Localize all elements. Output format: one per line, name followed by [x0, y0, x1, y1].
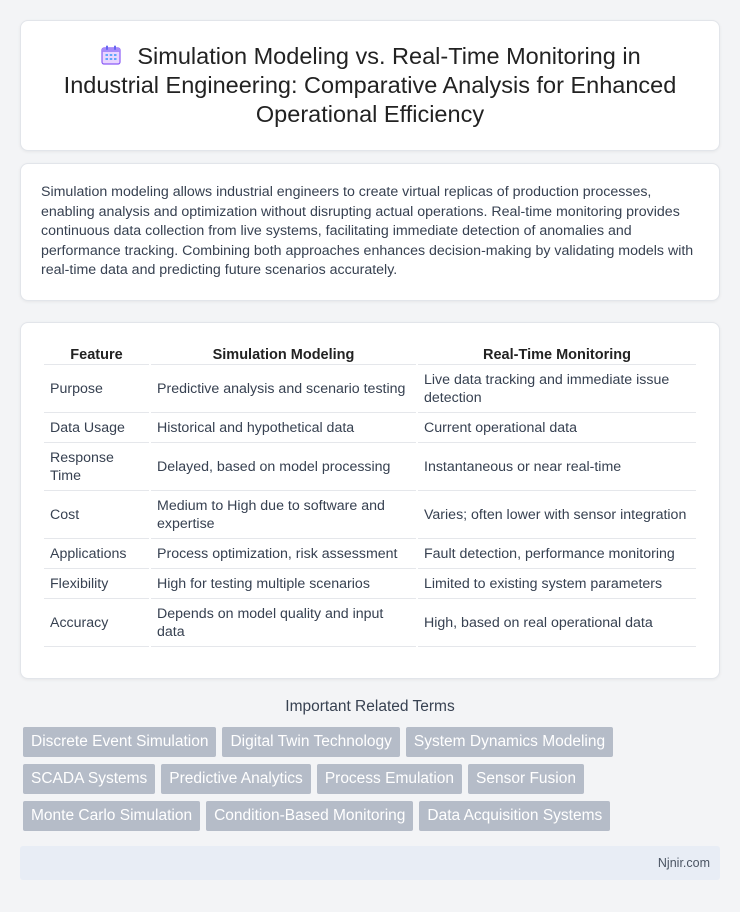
tag-process-emulation[interactable]: Process Emulation — [317, 764, 462, 794]
tag-monte-carlo-simulation[interactable]: Monte Carlo Simulation — [23, 801, 200, 831]
table-row — [44, 445, 696, 491]
row-simulation: Depends on model quality and input data — [151, 601, 416, 647]
table-row — [44, 367, 696, 413]
page-title — [51, 42, 689, 129]
row-monitoring: High, based on real operational data — [418, 601, 696, 647]
related-terms-heading: Important Related Terms — [285, 698, 455, 715]
calendar-icon — [99, 43, 123, 67]
tag-digital-twin-technology[interactable]: Digital Twin Technology — [222, 727, 399, 757]
row-feature: Applications — [44, 541, 149, 569]
tag-predictive-analytics[interactable]: Predictive Analytics — [161, 764, 311, 794]
row-simulation: Delayed, based on model processing — [151, 445, 416, 491]
table-row — [44, 541, 696, 569]
footer — [20, 846, 720, 880]
table-header-row — [44, 345, 696, 365]
intro-paragraph: Simulation modeling allows industrial engineers to create virtual replicas of production processes, enabling analysis and optimization without disrupting actual operations. Real-time monitoring provides continuous data collection from live systems, facilitating immediate detection of anomalies and performance tracking. Combining both approaches enhances decision-making by validating models with real-time data and predicting future scenarios accurately. — [41, 184, 694, 278]
row-feature: Accuracy — [44, 601, 149, 647]
row-monitoring: Live data tracking and immediate issue detection — [418, 367, 696, 413]
row-monitoring: Instantaneous or near real-time — [418, 445, 696, 491]
row-feature: Data Usage — [44, 415, 149, 443]
tag-system-dynamics-modeling[interactable]: System Dynamics Modeling — [406, 727, 613, 757]
tag-data-acquisition-systems[interactable]: Data Acquisition Systems — [419, 801, 610, 831]
row-feature: Flexibility — [44, 571, 149, 599]
table-row — [44, 493, 696, 539]
title-card — [20, 20, 720, 151]
comparison-table-card — [20, 322, 720, 679]
row-simulation: Medium to High due to software and expertise — [151, 493, 416, 539]
row-feature: Purpose — [44, 367, 149, 413]
tag-condition-based-monitoring[interactable]: Condition-Based Monitoring — [206, 801, 413, 831]
table-row — [44, 415, 696, 443]
tag-discrete-event-simulation[interactable]: Discrete Event Simulation — [23, 727, 216, 757]
related-terms-tags — [20, 727, 720, 831]
row-simulation: Predictive analysis and scenario testing — [151, 367, 416, 413]
tag-scada-systems[interactable]: SCADA Systems — [23, 764, 155, 794]
row-feature: Cost — [44, 493, 149, 539]
header-simulation-modeling: Simulation Modeling — [151, 345, 416, 365]
row-monitoring: Varies; often lower with sensor integration — [418, 493, 696, 539]
row-monitoring: Current operational data — [418, 415, 696, 443]
page-title-text: Simulation Modeling vs. Real-Time Monitoring in Industrial Engineering: Comparative Analysis for Enhanced Operational Efficiency — [63, 43, 677, 127]
row-simulation: High for testing multiple scenarios — [151, 571, 416, 599]
tag-sensor-fusion[interactable]: Sensor Fusion — [468, 764, 584, 794]
comparison-table — [42, 343, 698, 649]
intro-card — [20, 163, 720, 301]
row-feature: Response Time — [44, 445, 149, 491]
row-monitoring: Limited to existing system parameters — [418, 571, 696, 599]
header-real-time-monitoring: Real-Time Monitoring — [418, 345, 696, 365]
row-monitoring: Fault detection, performance monitoring — [418, 541, 696, 569]
footer-site-name[interactable]: Njnir.com — [657, 856, 710, 870]
row-simulation: Process optimization, risk assessment — [151, 541, 416, 569]
header-feature: Feature — [44, 345, 149, 365]
table-row — [44, 571, 696, 599]
table-row — [44, 601, 696, 647]
related-terms-section — [20, 698, 720, 831]
row-simulation: Historical and hypothetical data — [151, 415, 416, 443]
